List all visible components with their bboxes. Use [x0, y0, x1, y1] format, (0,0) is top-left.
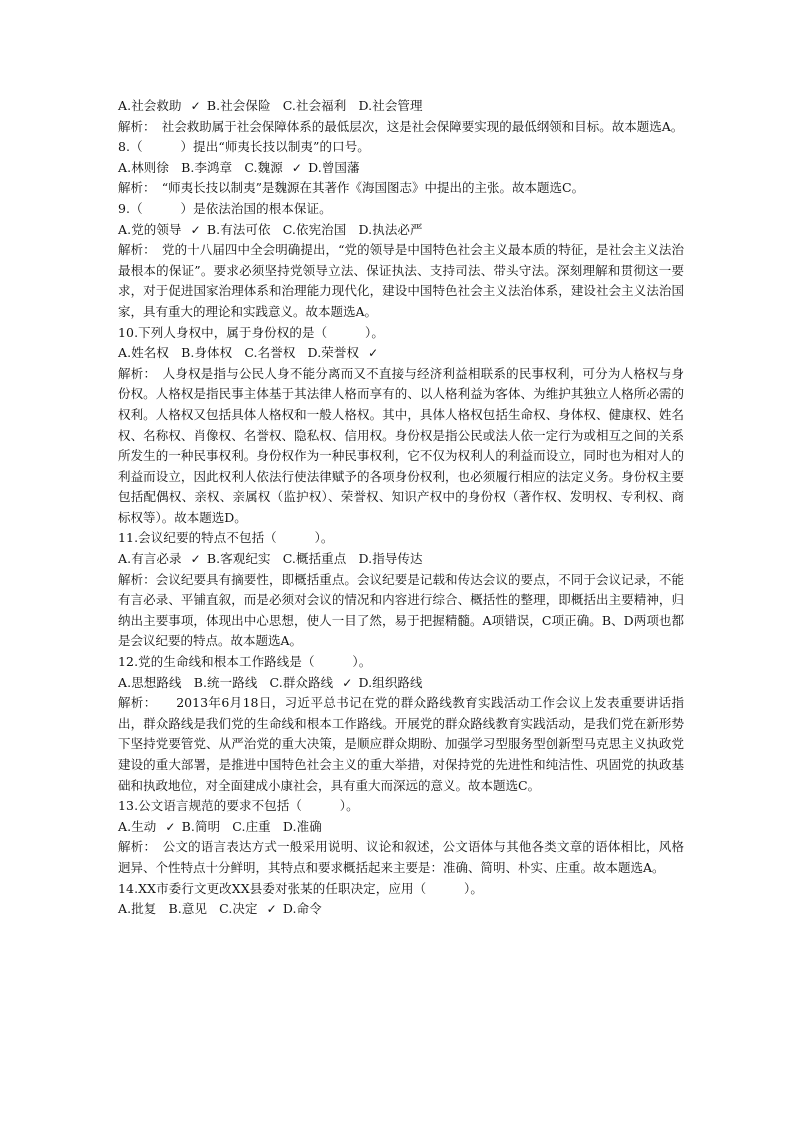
option: C.群众路线	[269, 674, 334, 690]
question-text: 14.XX市委行文更改XX县委对张某的任职决定，应用（ ）。	[118, 880, 483, 896]
option: C.庄重	[232, 818, 271, 834]
analysis-text: 解析： 人身权是指与公民人身不能分离而又不直接与经济利益相联系的民事权利，可分为人格权与身份权。人格权是指民事主体基于其法律人格而享有的、以人格利益为客体、为维护其独立人格所必需的权利。人格权又包括具体人格权和一般人格权。其中，具体人格权包括生命权、身体权、健康权、姓名权、名称权、肖像权、名誉权、隐私权、信用权。身份权是指公民或法人依一定行为或相互之间的关系所发生的一种民事权利。身份权作为一种民事权利，它不仅为权利人的利益而设立，同时也为相对人的利益而设立，因此权利人依法行使法律赋予的各项身份权利，也必须履行相应的法定义务。身份权主要包括配偶权、亲权、亲属权（监护权）、荣誉权、知识产权中的身份权（著作权、发明权、专利权、商标权等）。故本题选D。	[118, 365, 684, 525]
check-mark-icon: ✓	[291, 160, 302, 175]
option: B.李鸿章	[181, 159, 233, 175]
options-line	[118, 549, 684, 570]
option: A.林则徐	[118, 159, 170, 175]
option: D.社会管理	[358, 98, 423, 113]
option: A.思想路线	[118, 674, 182, 690]
option: C.概括重点	[282, 551, 347, 567]
options-line	[118, 96, 684, 117]
option: D.组织路线	[358, 674, 423, 690]
check-mark-icon: ✓	[190, 222, 201, 237]
option: B.身体权	[181, 345, 233, 361]
option: B.简明	[181, 818, 221, 834]
check-mark-icon: ✓	[368, 346, 379, 361]
options-line	[118, 158, 684, 179]
option: C.决定	[219, 901, 258, 917]
option: B.社会保险	[206, 98, 271, 113]
question-text: 11.会议纪要的特点不包括（ ）。	[118, 530, 334, 546]
check-mark-icon: ✓	[266, 902, 277, 917]
option: B.客观纪实	[206, 551, 271, 567]
question-text: 10.下列人身权中，属于身份权的是（ ）。	[118, 324, 384, 340]
check-mark-icon: ✓	[165, 819, 176, 834]
option: A.社会救助	[118, 98, 182, 113]
option: C.魏源	[244, 159, 283, 175]
check-mark-icon: ✓	[190, 99, 201, 113]
option: D.曾国藩	[308, 159, 360, 175]
analysis-text: 解析：会议纪要具有摘要性，即概括重点。会议纪要是记载和传达会议的要点，不同于会议记录，不能有言必录、平铺直叙，而是必须对会议的情况和内容进行综合、概括性的整理，即概括出主要精神，归纳出主要事项，体现出中心思想，使人一目了然，易于把握精髓。A项错误，C项正确。B、D两项也都是会议纪要的特点。故本题选A。	[118, 571, 684, 649]
option: B.有法可依	[206, 221, 271, 237]
check-mark-icon: ✓	[342, 675, 353, 690]
option: A.生动	[118, 818, 157, 834]
options-line	[118, 673, 684, 694]
analysis-text: 解析： 党的十八届四中全会明确提出，“党的领导是中国特色社会主义最本质的特征，是社会主义法治最根本的保证”。要求必须坚持党领导立法、保证执法、支持司法、带头守法。深刻理解和贯彻这一要求，对于促进国家治理体系和治理能力现代化，建设中国特色社会主义法治体系，建设社会主义法治国家，具有重大的理论和实践意义。故本题选A。	[118, 242, 684, 319]
analysis-text: 解析： 社会救助属于社会保障体系的最低层次，这是社会保障要实现的最低纲领和目标。故本题选A。	[118, 118, 684, 134]
option: C.社会福利	[282, 98, 347, 113]
options-line	[118, 343, 684, 364]
option: A.党的领导	[118, 221, 182, 237]
analysis-text: 解析： 2013年6月18日，习近平总书记在党的群众路线教育实践活动工作会议上发表重要讲话指出，群众路线是我们党的生命线和根本工作路线。开展党的群众路线教育实践活动，是我们党在新形势下坚持党要管党、从严治党的重大决策，是顺应群众期盼、加强学习型服务型创新型马克思主义执政党建设的重大部署，是推进中国特色社会主义的重大举措，对保持党的先进性和纯洁性、巩固党的执政基础和执政地位，对全面建成小康社会，具有重大而深远的意义。故本题选C。	[118, 695, 684, 793]
option: B.统一路线	[193, 674, 258, 690]
option: C.依宪治国	[282, 221, 347, 237]
document-page	[118, 96, 684, 920]
option: A.有言必录	[118, 551, 182, 567]
analysis-text: 解析： “师夷长技以制夷”是魏源在其著作《海国图志》中提出的主张。故本题选C。	[118, 180, 585, 196]
option: C.名誉权	[244, 345, 296, 361]
option: D.命令	[282, 901, 322, 917]
question-text: 12.党的生命线和根本工作路线是（ ）。	[118, 654, 372, 670]
option: D.执法必严	[358, 221, 423, 237]
question-text: 9.（ ）是依法治国的根本保证。	[118, 200, 332, 216]
option: D.指导传达	[358, 551, 423, 567]
check-mark-icon: ✓	[190, 552, 201, 567]
option: D.准确	[282, 818, 322, 834]
option: D.荣誉权	[307, 345, 360, 361]
options-line	[118, 899, 684, 920]
option: A.姓名权	[118, 345, 170, 361]
question-text: 8.（ ）提出“师夷长技以制夷”的口号。	[118, 139, 370, 155]
options-line	[118, 817, 684, 838]
options-line	[118, 220, 684, 241]
analysis-text: 解析： 公文的语言表达方式一般采用说明、议论和叙述，公文语体与其他各类文章的语体相比，风格迥异、个性特点十分鲜明，其特点和要求概括起来主要是：准确、简明、朴实、庄重。故本题选A。	[118, 839, 684, 875]
option: A.批复	[118, 901, 157, 917]
question-text: 13.公文语言规范的要求不包括（ ）。	[118, 798, 359, 814]
option: B.意见	[168, 901, 208, 917]
